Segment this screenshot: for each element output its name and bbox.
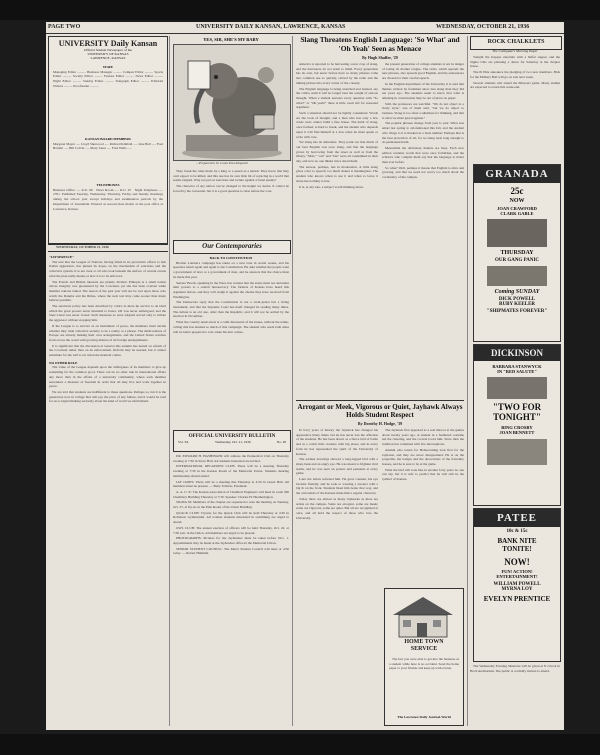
editorial-cartoon — [173, 44, 291, 161]
telephones-heading: TELEPHONES — [96, 183, 120, 187]
column-5-filler: The Wednesday Evening Musicale will be given at 8 o'clock in Hoch Auditorium. The public is cordially invited to attend. — [470, 664, 560, 673]
rock-chalklets-box — [470, 36, 562, 50]
patee-now: NOW! — [504, 557, 530, 567]
editorial-heading-1: "LIP SERVICE" — [49, 255, 75, 259]
scan-edge-top — [0, 0, 600, 20]
cartoon-title: YES, SIR, SHE'S MY BABY — [203, 37, 259, 42]
slang-article-byline: By Hugh Shaffer, '29 — [362, 55, 398, 60]
home-town-title: HOME TOWN SERVICE — [404, 639, 444, 652]
masthead-sub3: LAWRENCE, KANSAS — [90, 56, 126, 60]
granada-powell-keeler: DICK POWELL RUBY KEELER — [498, 297, 536, 307]
patee-fun: FUN! ACTION! ENTERTAINMENT! — [496, 569, 538, 579]
editorial-date-line: WEDNESDAY, OCTOBER 21, 1936 — [56, 245, 109, 249]
header-rule — [46, 33, 564, 34]
bulletin-title: OFFICIAL UNIVERSITY BULLETIN — [188, 433, 276, 439]
dickinson-two-for-tonight: "TWO FOR TONIGHT" — [492, 402, 542, 422]
cartoon-caption: They break the rules made by a king or a queen as a smash. They know that they can't expect to be killed, and this one has its own little bit of rejoicing in a world that seems tangled. Why not put on sanctions and torture against a banal enemy? The character of any nation can be changed to the height we desire. It cannot be forced by the cartoonist, but it is a good question to raise before the vote. — [173, 169, 289, 193]
granada-thursday: THURSDAY — [500, 250, 534, 256]
bulletin-column: DR. EDWARD H. HASHINGER will address the Premedical Club on Thursday evening at 7:30 in Snow Hall. All students interested are invited. INTERNATIONAL RELATIONS CLUB: There will be a meeting Thursday evening at 7:30 in the Kansas Room of the Memorial Union. Students desiring membership should attend. JAY JANES: There will be a meeting this Thursday at 4:30 in Green Hall. All members must be present. — Betty Tolliver, President. A. A. U. P.: The Kansas Association of Chemical Engineers will meet in room 300 Chemistry Building Thursday at 7:30. Speaker: Charles H. Heatherington. SIGMA XI: Members of the chapter are requested to note the meeting on Tuesday, Oct. 27, at 8 p.m. in the Pine Room of the Union Building. QUACK CLUB: Tryouts for the Quack Club will be held Thursday at 4:30 in Robinson Gymnasium. All women students interested in swimming are urged to attend. OWL CLUB: The annual election of officers will be held Thursday, Oct. 22, at 7:30 p.m. in the Union. All members are urged to be present. PHOTOGRAPHS: Pictures for the Jayhawker must be taken before Nov. 1. Appointments may be made at the Jayhawker office in the Memorial Union. SENIOR STUDENT COUNCIL: The Men's Student Council will meet at 4:30 today. — Robert Hummel. — [173, 454, 289, 556]
granada-now: NOW — [509, 198, 525, 204]
patee-stars: WILLIAM POWELL MYRNA LOY — [493, 582, 541, 592]
telephones-listing: TELEPHONES Business Office ..... K.U. 66 News Room ..... K.U. 25 Night Telephone ..... 2701. Published Tuesday, Wednesday, Thursday, Friday and Sunday mornings during the school year except holidays and examination periods by the Department of Journalism. Entered as second-class matter at the post office at Lawrence, Kansas. — [53, 183, 163, 211]
bulletin-date: Wednesday, Oct. 21, 1936 — [215, 440, 251, 444]
jayhawk-article-byline: By Dorothy H. Hodge, '39 — [357, 421, 403, 426]
contemporaries-column: BACK TO CONSTITUTION Brother Landon's campaign has taken on a new tone in recent weeks, and his speeches return again and again to the Constitution. He asks whether the people want a government of laws or a government of men, and he answers that the choice must be made this year. Senator Borah, speaking in the West, has warned that the states must not surrender their powers to a central bureaucracy. The farmers of Kansas have heard this argument before, and they will weigh it against the checks they have received from Washington. The Democrats reply that the Constitution is not a strait-jacket but a living instrument, and that the Supreme Court has itself changed its reading many times. The debate is an old one, older than the Republic, and it will not be settled by the election in November. What the country needs most is a calm discussion of the issues, without the name-calling that has marked so much of this campaign. The student who reads both sides will be better prepared to vote when his turn comes. — [173, 256, 289, 334]
dickinson-title: DICKINSON — [474, 345, 560, 361]
granada-photo — [487, 219, 547, 247]
board-listing: KANSAN BOARD MEMBERS Margaret Mayer ..... Lloyd Sherwood ..... Richard Kimball ..... Jane Bell ..... Fred Bartlett ..... Bill Colvin ..... Mary Jones ..... Fred Wells ..... — [53, 137, 163, 151]
patee-theater-ad — [473, 508, 561, 662]
contemporaries-title: Our Contemporaries — [202, 242, 262, 250]
masthead-title: UNIVERSITY Daily Kansan — [58, 39, 158, 48]
masthead-sub1: Official Student Newspaper of the — [84, 48, 132, 52]
masthead-box — [48, 36, 168, 244]
patee-price: 10c & 15c — [506, 529, 528, 534]
jayhawk-article-headline: Arrogant or Meek, Vigorous or Quiet, Jayhawk Always Holds Student Respect — [297, 403, 463, 420]
staff-heading: STAFF — [102, 65, 114, 69]
home-town-copy: The fact you were able to get into the business as a student while here is no accident. Send the home paper to your friends and keep up with events. — [389, 657, 459, 671]
page-number: PAGE TWO — [48, 24, 81, 30]
masthead-sub2: UNIVERSITY OF KANSAS — [87, 52, 129, 56]
home-town-sub: The Lawrence Daily Journal-World — [397, 715, 451, 719]
editorial-paragraph: The text that the League of Nations, having failed in its preventive efforts to halt Italian aggression, has pinned its hopes on the mechanism of sanctions and the collective system. It is not clear to all who look beneath the surface of current events what the plan really means or how it is to be enforced. — [49, 259, 166, 278]
granada-coming-sunday: Coming SUNDAY — [494, 289, 540, 295]
rock-chalklets-sub: The Collegiate's Morning Paper — [492, 49, 538, 53]
slang-article-headline: Slang Threatens English Language: 'So What' and 'Oh Yeah' Seen as Menace — [300, 35, 460, 53]
patee-title: PATEE — [474, 509, 560, 527]
article-divider-rule — [296, 400, 464, 401]
dickinson-crosby-bennett: BING CROSBY JOAN BENNETT — [499, 425, 535, 435]
granada-photo-2 — [487, 266, 547, 286]
dickinson-photo-2 — [487, 439, 547, 465]
granada-title: GRANADA — [474, 165, 560, 183]
patee-bank-nite: BANK NITE TONITE! — [497, 537, 537, 553]
granada-our-gang: OUR GANG PANIC — [494, 258, 540, 263]
column-divider-1 — [169, 36, 170, 726]
dickinson-names: BARBARA STANWYCK IN "RED SALUTE" — [492, 364, 542, 374]
rock-chalklets-column: Tonight the Kappas entertain with a buffet supper, and the Sigma Chis are planning a dance for Saturday at the chapter house. The Pi Phis announce the pledging of two new members. Bids for the Military Ball will go on sale next week. Several students will attend the Missouri game. Many alumni are expected to return this week-end. — [470, 55, 560, 90]
granada-shipmates: "SHIPMATES FOREVER" — [486, 309, 548, 314]
home-town-service-ad — [384, 588, 464, 726]
jayhawk-article-col-b: The Jayhawk first appeared as a real mascot at the games about twenty years ago. A student in a feathered costume led the cheering, and the crowds loved him. Since then the tradition has continued with few interruptions. Alumni who return for Homecoming look first for the Jayhawk, and they are never disappointed. He is on the programs, the badges and the decorations of the fraternity houses, and he is sure to be at the game. What the bird will look like in another forty years no one can say, but it is safe to predict that he will still be the symbol of Kansas. — [382, 428, 464, 482]
house-icon — [385, 593, 461, 639]
staff-listing: STAFF Managing Editor .......... Business Manager .......... Campus Editor .......... Sports Editor .......... Society Editor .......... Feature Editor .......... News Editor .......... Night Editor .......... Sunday Editor .......... Telegraph Editor .......... Editorial Writers .......... Proofreader .......... — [53, 65, 163, 88]
cartoon-credit: —Prepared in St. Louis Post-Dispatch — [196, 161, 249, 165]
editorial-column: "LIP SERVICE" The text that the League of Nations, having failed in its preventive efforts to halt Italian aggression, has pinned its hopes on the mechanism of sanctions and the collective system. It is not clear to all who look beneath the surface of current events what the plan really means or how it is to be enforced. The French and British interests are plainly divided. Ethiopia is a small nation whose integrity was guaranteed by the Covenant, yet she has been overrun while member nations talked. The lesson of the past year will not be lost upon those who watch the Danube and the Rhine, where the next test may come sooner than many believe possible. The sanctions policy has been described by critics as mere lip service to an ideal which the great powers never intended to honor. Oil was never embargoed, and the Suez Canal was never closed. Such measures as were adopted served only to irritate the aggressor without stopping him. If the League is to survive as an instrument of peace, the members must decide whether they wish collective security to be a reality or a phrase. The small nations of Europe are already making their own arrangements, and the United States watches from across the ocean with growing distrust of all foreign entanglements. It is significant that the discussion at Geneva this autumn has turned on reform of the Covenant rather than on its enforcement. Reform may be needed, but it cannot substitute for the will to act when the moment comes. NO OTHER RULE The value of the League depends upon the willingness of its members to give up something for the common good. There can be no other rule in international affairs any more than in the affairs of a university community, where each member surrenders a measure of freedom in order that all may live and work together in peace. We are told that students are indifferent to these questions. Perhaps so, but it is the generation now in college that will pay the price of any failure, and it would be well for us to begin thinking seriously about the kind of world we shall inherit. — [49, 255, 166, 404]
slang-article-col-b: the present generation of college students is not in danger of losing its mother tongue. The radio, which spreads the new phrases, also spreads good English, and the announcers are chosen for their careful speech. In the English department of the University it is said that themes written by freshmen show less slang than they did ten years ago. The students seem to know that what is amusing in conversation may be out of place on paper. Still, the professors are watchful. "We do not object to a lively style," one of them said, "but we do object to laziness. Slang is too often a substitute for thinking, and that is what we must guard against." The popular phrases change from year to year. What was smart last spring is old-fashioned this fall, and the student who clings to it is marked as a back number. Perhaps that is the best protection of all, for no slang lasts long enough to do permanent harm. Meanwhile the dictionary makers are busy. Each new edition contains words that were once forbidden, and the scholars who compile them say that the language is richer than ever before. So what? Well, perhaps it means that English is alive and growing, and that we need not worry too much about the vocabulary of the campus. — [382, 62, 464, 180]
board-heading: KANSAN BOARD MEMBERS — [85, 137, 131, 141]
granada-stars: JOAN CRAWFORD CLARK GABLE — [497, 206, 537, 216]
editorial-heading-2: NO OTHER RULE — [49, 360, 78, 365]
contemporaries-heading-box — [173, 240, 291, 254]
rock-chalklets-title: ROCK CHALKLETS — [487, 39, 545, 45]
newspaper-page — [46, 22, 564, 730]
patee-feature: EVELYN PRENTICE — [483, 595, 551, 603]
bulletin-meta — [174, 439, 290, 445]
running-header — [46, 22, 564, 32]
granada-price: 25c — [510, 186, 524, 196]
column-divider-2 — [292, 36, 293, 726]
bulletin-volume: Vol. XL — [178, 440, 189, 444]
editorial-date-rule-2 — [48, 251, 168, 252]
slang-article-col-a: America is reported to be harvesting a new crop of slang, and the harvesters do not seem to mind. Every generation has its own, but never before have so many phrases come into common use so quickly, carried by the radio and the talking picture into every corner of the country. The English language is being stretched and twisted, say the critics, until it will no longer bear the weight of serious thought. When a student answers every question with "So what?" or "Oh yeah?" there is little room left for reasoned argument. Such a situation should not be lightly considered. Words are the tools of thought, and a man who has only a few crude tools cannot build a fine house. The habit of slang, once formed, is hard to break, and the student who depends upon it will find himself at a loss when he must speak or write with care. Yet slang has its defenders. They point out that much of our best English was once slang, and that the language grows by borrowing from the street as well as from the library. "Mob," "cab" and "bus" were all condemned in their day, and now no one thinks twice about them. The answer, perhaps, lies in moderation. A little slang gives color to speech; too much makes it meaningless. The student who knows when to use it and when to leave it alone has nothing to fear. It is, at any rate, a subject worth thinking about. — [296, 62, 378, 189]
contemporaries-subhead: BACK TO CONSTITUTION — [209, 256, 253, 260]
official-bulletin-heading — [173, 430, 291, 452]
scan-edge-bottom — [0, 734, 600, 755]
column-divider-3 — [467, 36, 468, 726]
paper-title-header: UNIVERSITY DAILY KANSAN, LAWRENCE, KANSAS — [196, 24, 346, 30]
granada-theater-ad — [473, 164, 561, 342]
bulletin-number: No. 28 — [276, 440, 286, 444]
dickinson-photo — [487, 377, 547, 399]
jayhawk-article-col-a: In forty years of history the Jayhawk has changed his appearance many times, but he has never lost the affection of the students. He has been drawn as a fierce bird of battle and as a comic little creature with big shoes, and in every form he has represented the spirit of the University of Kansas. The earliest drawings showed a long-legged bird with a sharp beak and an angry eye. He was meant to frighten rival teams, and he was seen on posters and pennants at every game. Later the artists softened him. He grew rounder, his eye became friendly, and he took to wearing a sweater with a big K on the front. Students liked him better that way, and the cartoonists of the Kansan made him a regular character. Today there are almost as many Jayhawks as there are artists on the campus. Some are arrogant, some are meek; some are vigorous, some are quiet. But all are recognized at once, and all hold the respect of those who love the University. — [296, 428, 378, 520]
dickinson-theater-ad — [473, 344, 561, 506]
issue-date: WEDNESDAY, OCTOBER 21, 1936 — [436, 24, 530, 30]
